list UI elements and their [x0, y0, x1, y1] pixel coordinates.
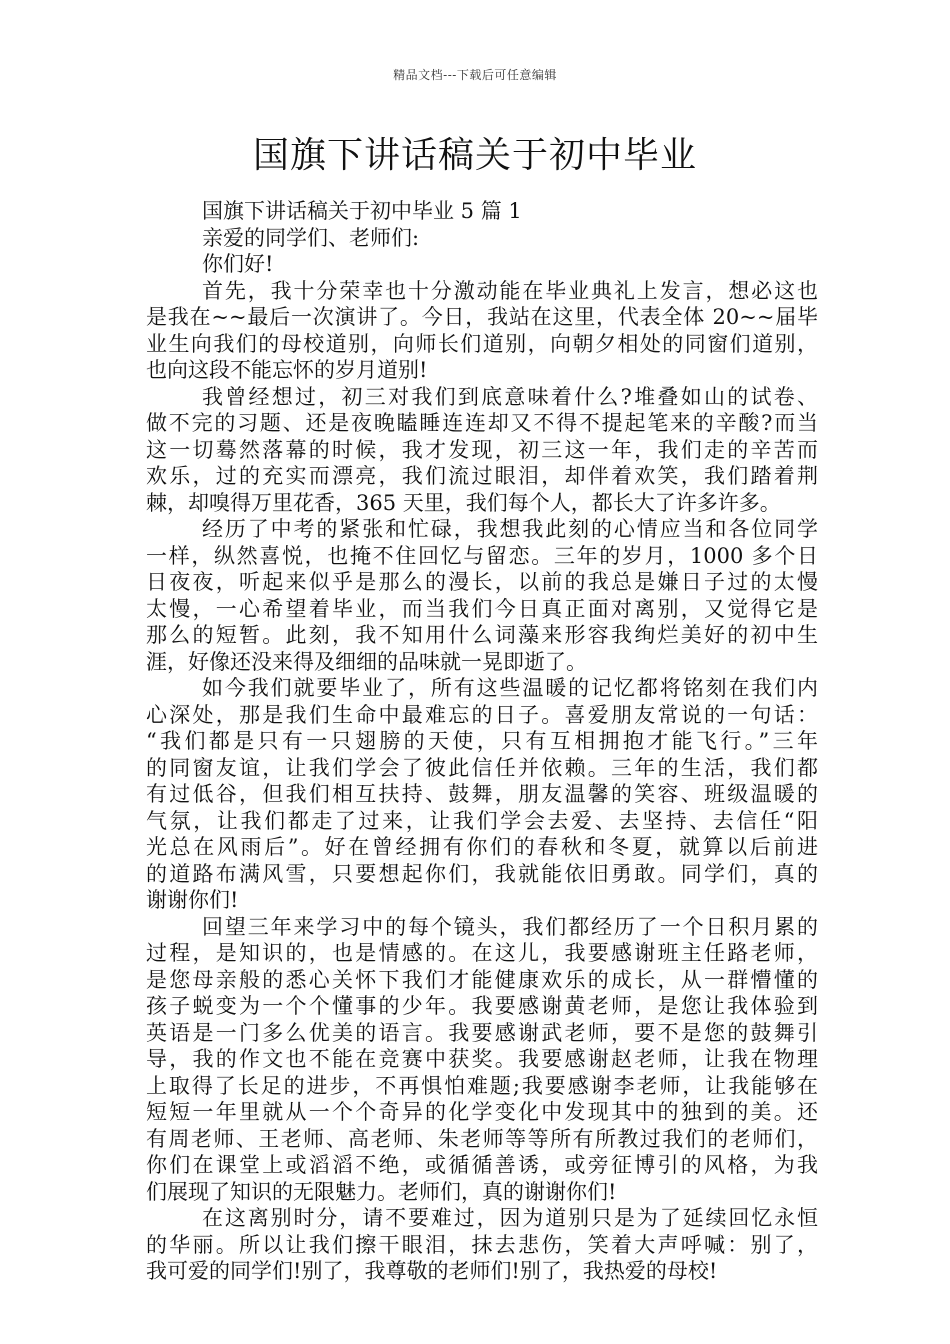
body-text-line: 的道路布满风雪，只要想起你们，我就能依旧勇敢。同学们，真的 — [146, 861, 818, 886]
body-text-line: 你们好! — [202, 252, 274, 276]
body-text-line: 有过低谷，但我们相互扶持、鼓舞，朋友温馨的笑容、班级温暖的 — [146, 782, 818, 806]
body-text-line: 回望三年来学习中的每个镜头，我们都经历了一个日积月累的 — [202, 914, 818, 939]
body-text-line: 涯，好像还没来得及细细的品味就一晃即逝了。 — [146, 649, 587, 674]
body-text-line: 孩子蜕变为一个个懂事的少年。我要感谢黄老师，是您让我体验到 — [146, 994, 818, 1018]
body-text-line: 首先，我十分荣幸也十分激动能在毕业典礼上发言，想必这也 — [202, 278, 818, 303]
body-text-line: 导，我的作文也不能在竞赛中获奖。我要感谢赵老师，让我在物理 — [146, 1047, 818, 1071]
body-text-line: 上取得了长足的进步，不再惧怕难题;我要感谢李老师，让我能够在 — [146, 1073, 818, 1098]
body-text-line: “我们都是只有一只翅膀的天使，只有互相拥抱才能飞行。”三年 — [146, 729, 818, 753]
document-title: 国旗下讲话稿关于初中毕业 — [252, 135, 697, 176]
body-text-line: 英语是一门多么优美的语言。我要感谢武老师，要不是您的鼓舞引 — [146, 1020, 818, 1045]
body-text-line: 气氛，让我们都走了过来，让我们学会去爱、去坚持、去信任“阳 — [146, 808, 818, 833]
body-text-line: 那么的短暂。此刻，我不知用什么词藻来形容我绚烂美好的初中生 — [146, 623, 818, 647]
body-text-line: 太慢，一心希望着毕业，而当我们今日真正面对离别，又觉得它是 — [146, 596, 818, 621]
body-text-line: 是我在~~最后一次演讲了。今日，我站在这里，代表全体 20~~届毕 — [146, 305, 818, 329]
body-text-line: 如今我们就要毕业了，所有这些温暖的记忆都将铭刻在我们内 — [202, 676, 818, 700]
body-text-line: 你们在课堂上或滔滔不绝，或循循善诱，或旁征博引的风格，为我 — [146, 1153, 818, 1177]
body-text-line: 的华丽。所以让我们擦干眼泪，抹去悲伤，笑着大声呼喊：别了， — [146, 1232, 818, 1257]
body-text-line: 这一切蓦然落幕的时候，我才发现，初三这一年，我们走的辛苦而 — [146, 437, 818, 462]
body-text-line: 棘，却嗅得万里花香，365 天里，我们每个人，都长大了许多许多。 — [146, 490, 781, 515]
body-text-line: 我曾经想过，初三对我们到底意味着什么?堆叠如山的试卷、 — [202, 384, 818, 409]
body-text-line: 我可爱的同学们!别了，我尊敬的老师们!别了，我热爱的母校! — [146, 1259, 718, 1283]
body-text-line: 是您母亲般的悉心关怀下我们才能健康欢乐的成长，从一群懵懂的 — [146, 967, 818, 992]
body-text-line: 心深处，那是我们生命中最难忘的日子。喜爱朋友常说的一句话： — [146, 702, 818, 727]
body-text-line: 在这离别时分，请不要难过，因为道别只是为了延续回忆永恒 — [202, 1206, 818, 1230]
body-text-line: 业生向我们的母校道别，向师长们道别，向朝夕相处的同窗们道别， — [146, 331, 818, 356]
body-text-line: 的同窗友谊，让我们学会了彼此信任并依赖。三年的生活，我们都 — [146, 755, 818, 780]
body-text-line: 国旗下讲话稿关于初中毕业 5 篇 1 — [202, 199, 522, 223]
body-text-line: 日夜夜，听起来似乎是那么的漫长，以前的我总是嫌日子过的太慢 — [146, 570, 818, 594]
body-text-line: 亲爱的同学们、老师们: — [202, 225, 420, 250]
body-text-line: 短短一年里就从一个个奇异的化学变化中发现其中的独到的美。还 — [146, 1100, 818, 1124]
body-text-line: 也向这段不能忘怀的岁月道别! — [146, 358, 428, 382]
body-text-line: 欢乐，过的充实而漂亮，我们流过眼泪，却伴着欢笑，我们踏着荆 — [146, 464, 818, 488]
body-text-line: 经历了中考的紧张和忙碌，我想我此刻的心情应当和各位同学 — [202, 517, 818, 541]
header-note: 精品文档---下载后可任意编辑 — [393, 68, 557, 82]
body-text-line: 有周老师、王老师、高老师、朱老师等等所有所教过我们的老师们， — [146, 1126, 818, 1151]
body-text-line: 一样，纵然喜悦，也掩不住回忆与留恋。三年的岁月，1000 多个日 — [146, 543, 818, 568]
body-text-line: 光总在风雨后”。好在曾经拥有你们的春秋和冬夏，就算以后前进 — [146, 835, 818, 859]
body-text-line: 谢谢你们! — [146, 888, 239, 912]
body-text-line: 们展现了知识的无限魅力。老师们，真的谢谢你们! — [146, 1179, 617, 1204]
document-body — [146, 198, 818, 1285]
body-text-line: 做不完的习题、还是夜晚瞌睡连连却又不得不提起笔来的辛酸?而当 — [146, 411, 818, 435]
body-text-line: 过程，是知识的，也是情感的。在这儿，我要感谢班主任路老师， — [146, 941, 818, 965]
